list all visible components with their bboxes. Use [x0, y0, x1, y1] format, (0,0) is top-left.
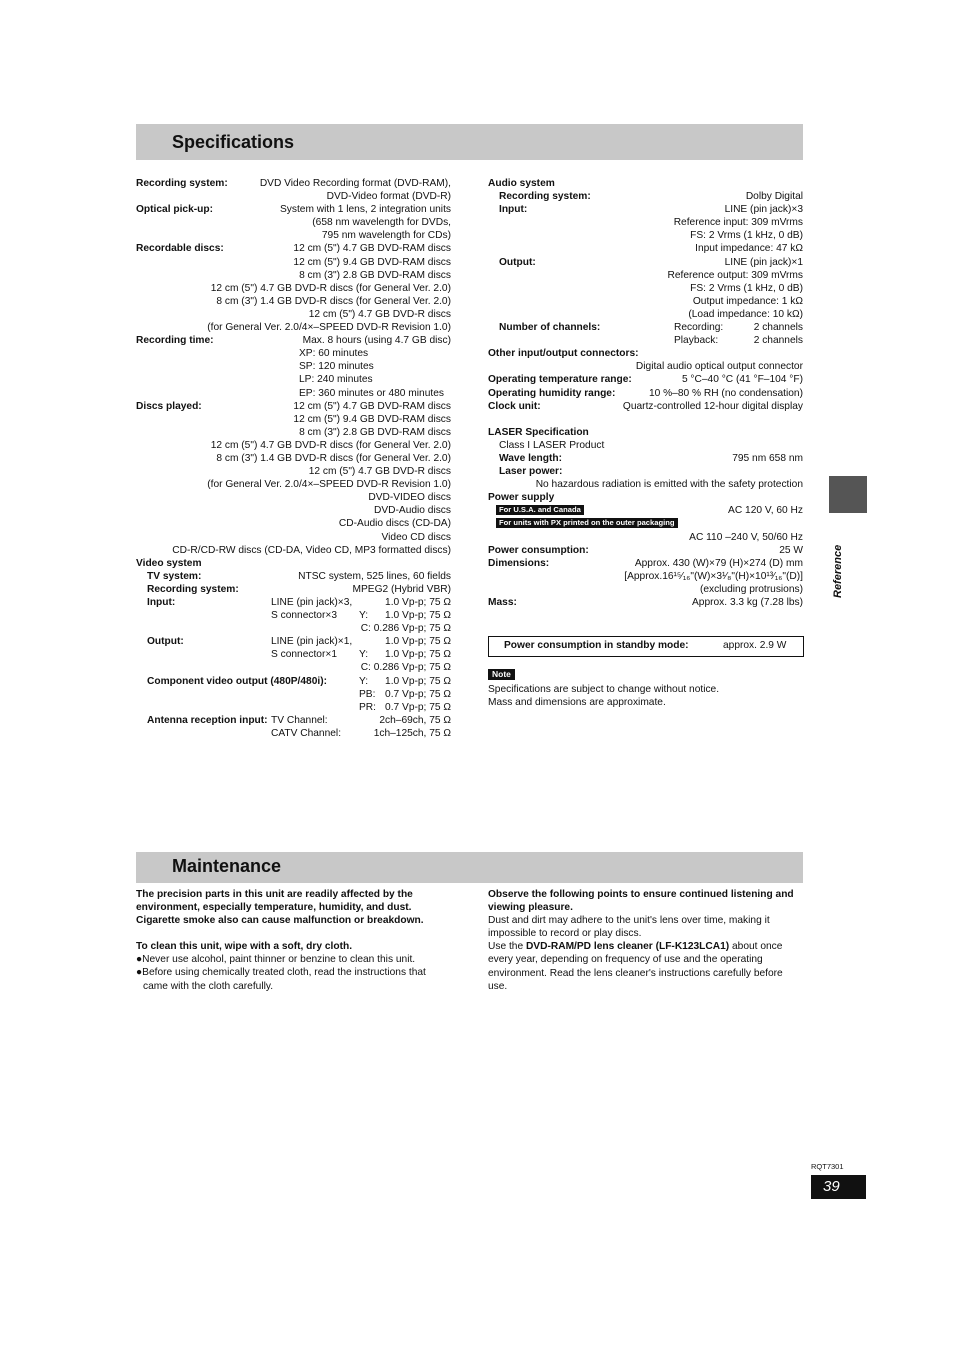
spec-row [136, 282, 451, 295]
spec-v: 10 %–80 % RH (no condensation) [648, 387, 803, 399]
spec-v: Dolby Digital [745, 191, 803, 203]
spec-v: System with 1 lens, 2 integration units [279, 204, 451, 216]
spec-v: 12 cm (5") 9.4 GB DVD-RAM discs [293, 413, 451, 425]
spec-k: LASER Specification [488, 426, 589, 438]
spec-row [136, 701, 451, 714]
spec-v: NTSC system, 525 lines, 60 fields [298, 570, 451, 582]
spec-ki: Recording system: [499, 191, 591, 203]
spec-v: Quartz-controlled 12-hour digital display [622, 400, 803, 412]
spec-row [488, 269, 803, 282]
maintenance-intro: The precision parts in this unit are readily affected by the environment, especially temperature, humidity, and dust. Cigarette smoke also can cause malfunction or breakdown. [136, 889, 424, 927]
spec-v: AC 110 –240 V, 50/60 Hz [689, 531, 803, 543]
spec-v: 5 °C–40 °C (41 °F–104 °F) [681, 374, 803, 386]
spec-tag: For units with PX printed on the outer packaging [496, 518, 678, 528]
spec-v: Approx. 430 (W)×79 (H)×274 (D) mm [634, 557, 803, 569]
spec-row [488, 308, 803, 321]
spec-row [136, 557, 451, 570]
spec-v: AC 120 V, 60 Hz [728, 505, 803, 517]
spec-row [136, 452, 451, 465]
spec-v: 8 cm (3") 1.4 GB DVD-R discs (for General Ver. 2.0) [216, 295, 451, 307]
spec-v: 12 cm (5") 4.7 GB DVD-R discs [308, 466, 451, 478]
spec-row [488, 465, 803, 478]
spec-row [136, 596, 451, 609]
spec-k: Mass: [488, 597, 517, 608]
spec-v: Input impedance: 47 kΩ [695, 243, 803, 255]
spec-v: CD-R/CD-RW discs (CD-DA, Video CD, MP3 formatted discs) [172, 544, 451, 556]
spec-ki: Number of channels: [499, 322, 601, 334]
spec-v: No hazardous radiation is emitted with the safety protection [535, 479, 803, 491]
spec-v: 0.7 Vp-p; 75 Ω [385, 688, 451, 700]
spec-v: DVD-VIDEO discs [368, 492, 451, 504]
spec-m: TV Channel: [271, 714, 328, 726]
maintenance-banner [136, 852, 803, 883]
spec-v: 795 nm 658 nm [732, 452, 803, 464]
spec-row [136, 177, 451, 190]
spec-k: Operating humidity range: [488, 387, 616, 399]
standby-label: Power consumption in standby mode: [504, 640, 689, 651]
spec-row [136, 190, 451, 203]
lens-text: Dust and dirt may adhere to the unit's lens over time, making it impossible to record or play discs. [488, 915, 770, 940]
spec-ki: Antenna reception input: [147, 714, 268, 726]
spec-l: EP: 360 minutes or 480 minutes [299, 387, 444, 399]
spec-m: LINE (pin jack)×1, [271, 636, 353, 648]
spec-row [136, 216, 451, 229]
spec-row [488, 596, 803, 609]
page-number: 39 [811, 1175, 866, 1199]
spec-row [136, 517, 451, 530]
spec-ki: Laser power: [499, 466, 563, 478]
spec-ki: Component video output (480P/480i): [147, 675, 327, 687]
spec-l: XP: 60 minutes [299, 348, 369, 360]
spec-v: FS: 2 Vrms (1 kHz, 0 dB) [690, 282, 803, 294]
cleaning-heading: To clean this unit, wipe with a soft, dry cloth. [136, 941, 353, 953]
spec-row [136, 622, 451, 635]
spec-v: 1.0 Vp-p; 75 Ω [385, 610, 451, 622]
spec-l: SP: 120 minutes [299, 361, 374, 373]
spec-row [488, 426, 803, 439]
spec-m2: Y: [359, 675, 369, 687]
spec-row [488, 347, 803, 360]
spec-row [136, 308, 451, 321]
spec-row [488, 504, 803, 517]
spec-row [488, 400, 803, 413]
spec-row [136, 256, 451, 269]
standby-power-box [488, 636, 804, 657]
specifications-banner [136, 124, 803, 160]
spec-v: 12 cm (5") 4.7 GB DVD-R discs (for General Ver. 2.0) [210, 439, 451, 451]
spec-ki: TV system: [147, 570, 202, 582]
spec-k: Clock unit: [488, 400, 541, 412]
cleaning-bullet: ●Before using chemically treated cloth, read the instructions that came with the cloth carefully. [136, 967, 426, 992]
spec-v: (658 nm wavelength for DVDs, [312, 217, 451, 229]
spec-row [488, 439, 803, 452]
spec-row [488, 387, 803, 400]
spec-row [488, 177, 803, 190]
spec-k: Power supply [488, 492, 555, 504]
spec-v: 1.0 Vp-p; 75 Ω [385, 597, 451, 608]
spec-row [136, 688, 451, 701]
spec-m: LINE (pin jack)×3, [271, 597, 353, 608]
spec-k: Power consumption: [488, 544, 589, 556]
spec-row [136, 373, 451, 386]
spec-row [136, 583, 451, 596]
spec-row [136, 413, 451, 426]
spec-li: Class I LASER Product [499, 439, 605, 451]
spec-row [488, 256, 803, 269]
spec-row [488, 583, 803, 596]
spec-m: S connector×1 [271, 649, 337, 661]
spec-row [488, 570, 803, 583]
spec-v: FS: 2 Vrms (1 kHz, 0 dB) [690, 230, 803, 242]
spec-ki: Recording system: [147, 583, 239, 595]
spec-row [136, 491, 451, 504]
spec-row [488, 544, 803, 557]
spec-v: Reference input: 309 mVrms [673, 217, 803, 229]
spec-row [488, 478, 803, 491]
lens-intro: Observe the following points to ensure continued listening and viewing pleasure. [488, 889, 794, 914]
spec-v: Approx. 3.3 kg (7.28 lbs) [692, 597, 803, 608]
spec-v: Max. 8 hours (using 4.7 GB disc) [302, 335, 451, 347]
spec-v: 12 cm (5") 4.7 GB DVD-RAM discs [293, 400, 451, 412]
spec-v: 1.0 Vp-p; 75 Ω [385, 649, 451, 661]
spec-row [488, 334, 803, 347]
spec-row [136, 465, 451, 478]
spec-k: Discs played: [136, 400, 202, 412]
spec-m: Playback: [674, 335, 719, 347]
spec-m: S connector×3 [271, 610, 337, 622]
spec-v: 1.0 Vp-p; 75 Ω [385, 675, 451, 687]
spec-row [488, 229, 803, 242]
spec-row [136, 203, 451, 216]
spec-v: Output impedance: 1 kΩ [692, 295, 803, 307]
spec-v: 1.0 Vp-p; 75 Ω [385, 636, 451, 648]
reference-side-label: Reference [832, 544, 844, 598]
lens-cleaner-text: Use the DVD-RAM/PD lens cleaner (LF-K123LCA1) about once every year, depending on frequency of use and the operating environment. Read the lens cleaner's instructions carefully before use. [488, 941, 783, 992]
note-line: Specifications are subject to change without notice. [488, 684, 720, 696]
spec-v: 8 cm (3") 2.8 GB DVD-RAM discs [299, 269, 451, 281]
spec-v: Video CD discs [381, 531, 451, 543]
spec-row [488, 531, 803, 544]
spec-v: DVD-Audio discs [374, 505, 451, 517]
spec-row [488, 295, 803, 308]
spec-v: 25 W [779, 544, 803, 556]
spec-v: DVD-Video format (DVD-R) [326, 191, 451, 203]
spec-v: (Load impedance: 10 kΩ) [688, 308, 803, 320]
spec-row [136, 229, 451, 242]
spec-row [136, 387, 451, 400]
spec-v: 8 cm (3") 2.8 GB DVD-RAM discs [299, 426, 451, 438]
spec-v: DVD Video Recording format (DVD-RAM), [259, 178, 451, 189]
spec-row [136, 648, 451, 661]
spec-row [488, 413, 803, 426]
spec-row [488, 216, 803, 229]
spec-v: Digital audio optical output connector [635, 361, 803, 373]
spec-k: Dimensions: [488, 557, 550, 569]
spec-v: 12 cm (5") 9.4 GB DVD-RAM discs [293, 256, 451, 268]
spec-v: 2 channels [753, 335, 803, 347]
spec-row [488, 452, 803, 465]
maintenance-right-column [488, 888, 803, 993]
spec-ki: Wave length: [499, 452, 563, 464]
spec-row [136, 635, 451, 648]
spec-tag: For U.S.A. and Canada [496, 505, 584, 515]
spec-row [136, 544, 451, 557]
spec-row [136, 609, 451, 622]
spec-k: Recording system: [136, 178, 228, 189]
spec-row [136, 478, 451, 491]
spec-row [136, 400, 451, 413]
spec-l: LP: 240 minutes [299, 374, 373, 386]
spec-row [488, 517, 803, 530]
spec-v: C: 0.286 Vp-p; 75 Ω [360, 662, 451, 674]
spec-m: Recording: [674, 322, 724, 334]
spec-v: 12 cm (5") 4.7 GB DVD-R discs (for General Ver. 2.0) [210, 282, 451, 294]
standby-value: approx. 2.9 W [723, 640, 787, 651]
spec-v: MPEG2 (Hybrid VBR) [352, 583, 451, 595]
spec-row [488, 321, 803, 334]
specifications-left-column [136, 177, 451, 740]
spec-row [488, 360, 803, 373]
spec-ki: Input: [499, 204, 528, 216]
spec-k: Audio system [488, 178, 555, 189]
spec-k: Operating temperature range: [488, 374, 632, 386]
spec-v: 1ch–125ch, 75 Ω [373, 727, 451, 739]
spec-m2: Y: [359, 649, 369, 661]
spec-row [136, 269, 451, 282]
section-tab-marker [829, 476, 867, 513]
spec-row [136, 727, 451, 740]
spec-k: Optical pick-up: [136, 204, 213, 216]
spec-ki: Input: [147, 597, 176, 608]
maintenance-title: Maintenance [172, 856, 282, 876]
spec-row [136, 661, 451, 674]
spec-v: 795 nm wavelength for CDs) [321, 230, 451, 242]
spec-ki: Output: [499, 256, 536, 268]
spec-m2: Y: [359, 610, 369, 622]
spec-v: (for General Ver. 2.0/4×–SPEED DVD-R Revision 1.0) [207, 479, 451, 491]
spec-row [488, 242, 803, 255]
spec-row [136, 242, 451, 255]
spec-v: C: 0.286 Vp-p; 75 Ω [360, 623, 451, 635]
specifications-right-column [488, 177, 803, 609]
spec-v: LINE (pin jack)×3 [724, 204, 803, 216]
spec-row [136, 675, 451, 688]
spec-row [488, 557, 803, 570]
maintenance-left-column [136, 888, 446, 993]
spec-v: (for General Ver. 2.0/4×–SPEED DVD-R Revision 1.0) [207, 322, 451, 334]
spec-row [136, 321, 451, 334]
spec-row [136, 439, 451, 452]
spec-v: 8 cm (3") 1.4 GB DVD-R discs (for General Ver. 2.0) [216, 452, 451, 464]
spec-row [488, 373, 803, 386]
spec-row [136, 504, 451, 517]
spec-ki: Output: [147, 636, 184, 648]
spec-v: 2 channels [753, 322, 803, 334]
spec-v: Reference output: 309 mVrms [667, 269, 803, 281]
spec-row [488, 491, 803, 504]
spec-m: CATV Channel: [271, 727, 342, 739]
spec-row [136, 360, 451, 373]
spec-m2: PR: [359, 701, 376, 713]
note-tag: Note [488, 669, 515, 680]
spec-row [488, 203, 803, 216]
spec-row [136, 531, 451, 544]
spec-row [136, 426, 451, 439]
spec-v: [Approx.16¹⁵⁄₁₆"(W)×3¹⁄₈"(H)×10¹³⁄₁₆"(D)] [624, 570, 803, 582]
spec-row [136, 334, 451, 347]
spec-v: 2ch–69ch, 75 Ω [379, 714, 451, 726]
spec-k: Video system [136, 557, 202, 569]
note-line: Mass and dimensions are approximate. [488, 697, 666, 709]
spec-k: Recording time: [136, 335, 214, 347]
specifications-title: Specifications [172, 132, 295, 152]
spec-row [136, 570, 451, 583]
spec-k: Other input/output connectors: [488, 348, 639, 360]
cleaning-bullet: ●Never use alcohol, paint thinner or benzine to clean this unit. [136, 954, 416, 966]
spec-row [488, 282, 803, 295]
spec-m2: PB: [359, 688, 376, 700]
spec-v: 12 cm (5") 4.7 GB DVD-RAM discs [293, 243, 451, 255]
spec-v: CD-Audio discs (CD-DA) [338, 518, 451, 530]
spec-row [136, 714, 451, 727]
spec-row [488, 190, 803, 203]
spec-v: LINE (pin jack)×1 [724, 256, 803, 268]
note-section [488, 668, 719, 709]
spec-row [136, 295, 451, 308]
spec-v: 12 cm (5") 4.7 GB DVD-R discs [308, 308, 451, 320]
spec-v: 0.7 Vp-p; 75 Ω [385, 701, 451, 713]
spec-k: Recordable discs: [136, 243, 224, 255]
document-code: RQT7301 [811, 1162, 844, 1171]
spec-row [136, 347, 451, 360]
spec-v: (excluding protrusions) [699, 583, 803, 595]
